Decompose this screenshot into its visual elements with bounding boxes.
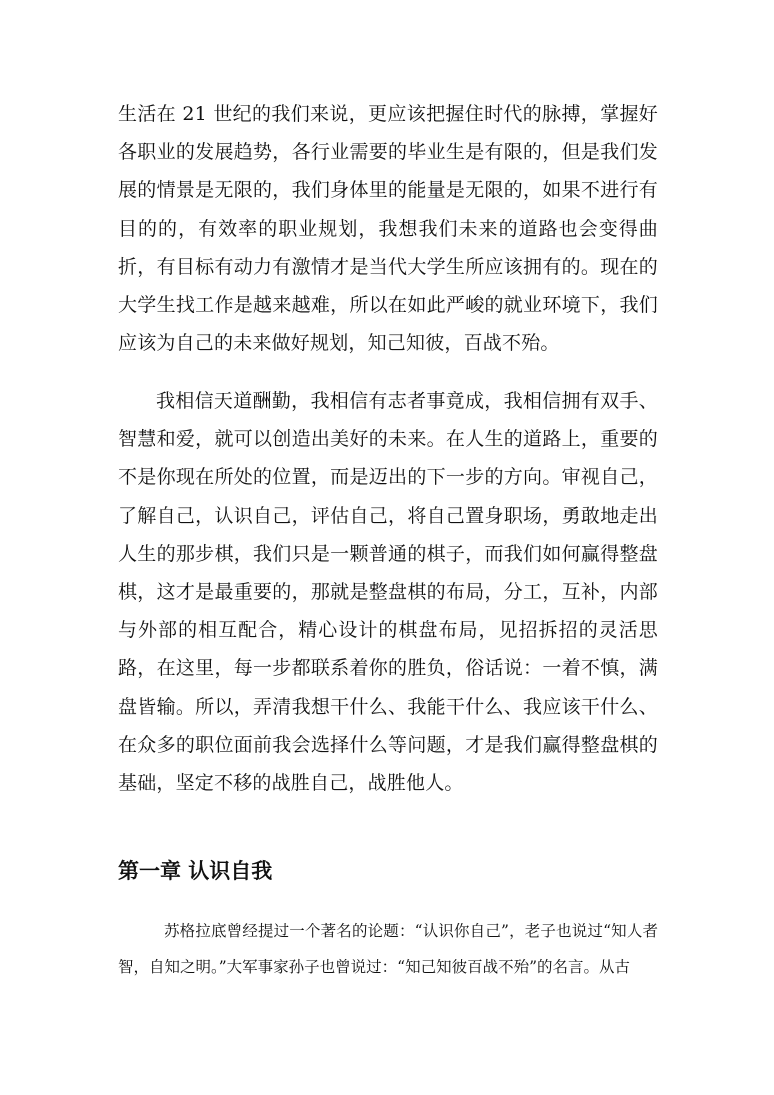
body-paragraph-3: 苏格拉底曾经提过一个著名的论题：“认识你自己”，老子也说过“知人者智，自知之明。”大军事家孙子也曾说过：“知己知彼百战不殆”的名言。从古 <box>118 922 658 976</box>
body-paragraph-1: 生活在 21 世纪的我们来说，更应该把握住时代的脉搏，掌握好各职业的发展趋势，各行业需要的毕业生是有限的，但是我们发展的情景是无限的，我们身体里的能量是无限的，如果不进行有目的的，有效率的职业规划，我想我们未来的道路也会变得曲折，有目标有动力有激情才是当代大学生所应该拥有的。现在的大学生找工作是越来越难，所以在如此严峻的就业环境下，我们应该为自己的未来做好规划，知己知彼，百战不殆。 <box>118 103 658 355</box>
chapter-heading: 第一章 认识自我 <box>118 859 273 883</box>
body-paragraph-2: 我相信天道酬勤，我相信有志者事竟成，我相信拥有双手、智慧和爱，就可以创造出美好的未来。在人生的道路上，重要的不是你现在所处的位置，而是迈出的下一步的方向。审视自己，了解自己，认识自己，评估自己，将自己置身职场，勇敢地走出人生的那步棋，我们只是一颗普通的棋子，而我们如何赢得整盘棋，这才是最重要的，那就是整盘棋的布局，分工，互补，内部与外部的相互配合，精心设计的棋盘布局，见招拆招的灵活思路，在这里，每一步都联系着你的胜负，俗话说：一着不慎，满盘皆输。所以，弄清我想干什么、我能干什么、我应该干什么、在众多的职位面前我会选择什么等问题，才是我们赢得整盘棋的基础，坚定不移的战胜自己，战胜他人。 <box>118 390 658 795</box>
